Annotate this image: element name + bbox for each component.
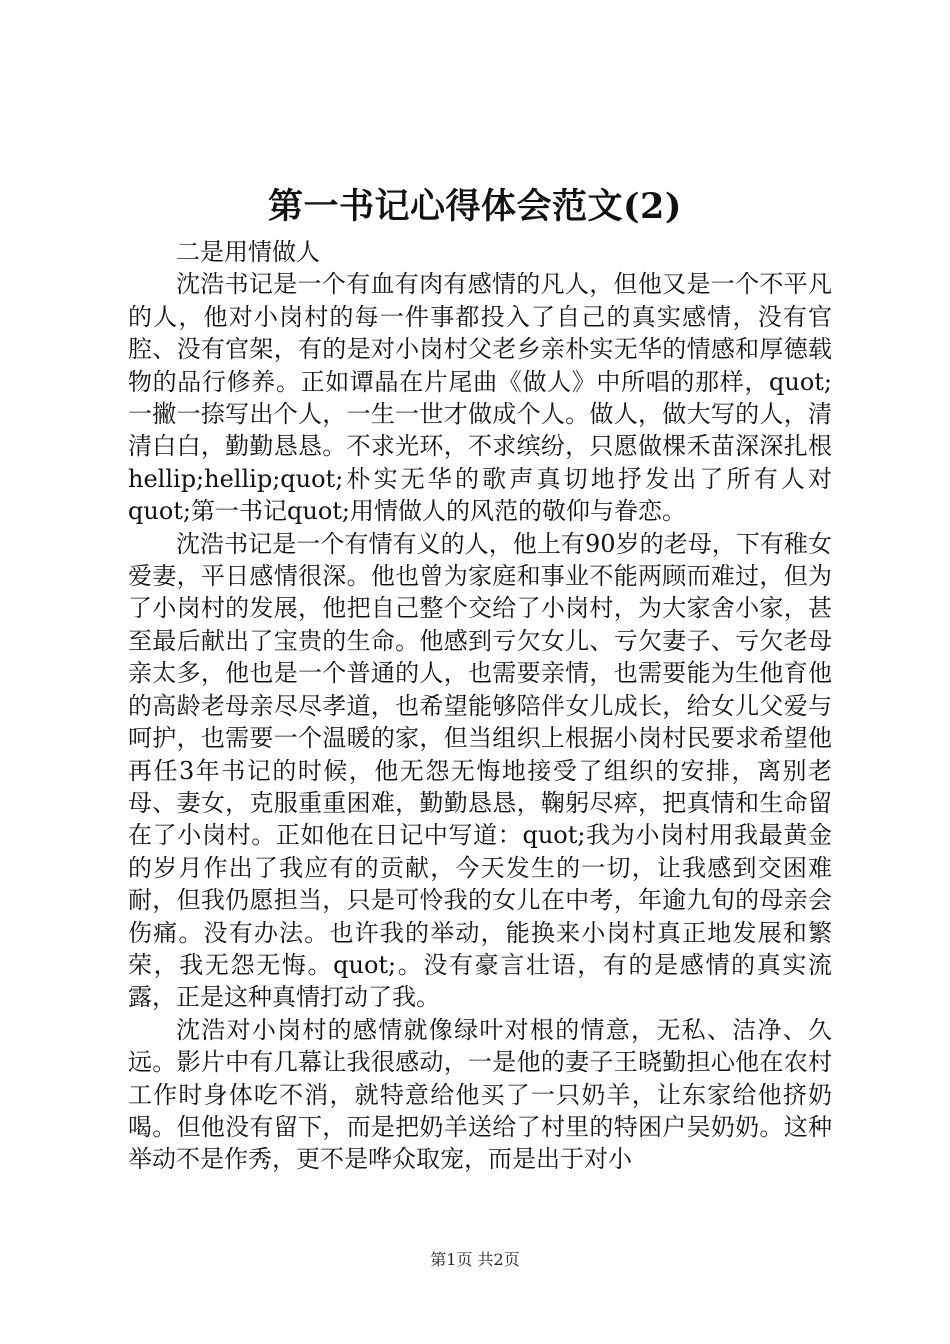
document-body [128, 236, 832, 1176]
page-number-footer: 第1页 共2页 [430, 1250, 520, 1269]
paragraph: 沈浩书记是一个有血有肉有感情的凡人，但他又是一个不平凡的人，他对小岗村的每一件事都投入了自己的真实感情，没有官腔、没有官架，有的是对小岗村父老乡亲朴实无华的情感和厚德载物的品行修养。正如谭晶在片尾曲《做人》中所唱的那样，quot;一撇一捺写出个人，一生一世才做成个人。做人，做大写的人，清清白白，勤勤恳恳。不求光环，不求缤纷，只愿做棵禾苗深深扎根hellip;hellip;quot;朴实无华的歌声真切地抒发出了所有人对quot;第一书记quot;用情做人的风范的敬仰与眷恋。 [128, 270, 832, 526]
paragraph: 沈浩书记是一个有情有义的人，他上有90岁的老母，下有稚女爱妻，平日感情很深。他也曾为家庭和事业不能两顾而难过，但为了小岗村的发展，他把自己整个交给了小岗村，为大家舍小家，甚至最后献出了宝贵的生命。他感到亏欠女儿、亏欠妻子、亏欠老母亲太多，他也是一个普通的人，也需要亲情，也需要能为生他育他的高龄老母亲尽尽孝道，也希望能够陪伴女儿成长，给女儿父爱与呵护，也需要一个温暖的家，但当组织上根据小岗村民要求希望他再任3年书记的时候，他无怨无悔地接受了组织的安排，离别老母、妻女，克服重重困难，勤勤恳恳，鞠躬尽瘁，把真情和生命留在了小岗村。正如他在日记中写道：quot;我为小岗村用我最黄金的岁月作出了我应有的贡献，今天发生的一切，让我感到交困难耐，但我仍愿担当，只是可怜我的女儿在中考，年逾九旬的母亲会伤痛。没有办法。也许我的举动，能换来小岗村真正地发展和繁荣，我无怨无悔。quot;。没有豪言壮语，有的是感情的真实流露，正是这种真情打动了我。 [128, 529, 832, 1012]
paragraph: 沈浩对小岗村的感情就像绿叶对根的情意，无私、洁净、久远。影片中有几幕让我很感动，一是他的妻子王晓勤担心他在农村工作时身体吃不消，就特意给他买了一只奶羊，让东家给他挤奶喝。但他没有留下，而是把奶羊送给了村里的特困户吴奶奶。这种举动不是作秀，更不是哗众取宠，而是出于对小 [128, 1015, 832, 1174]
document-title: 第一书记心得体会范文(2) [268, 186, 682, 227]
paragraph-heading: 二是用情做人 [176, 238, 320, 266]
